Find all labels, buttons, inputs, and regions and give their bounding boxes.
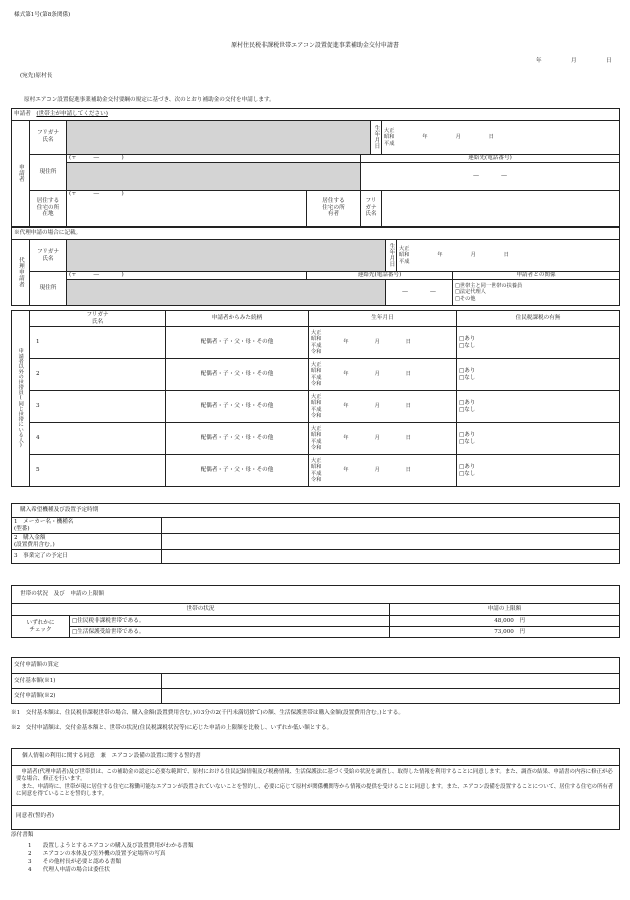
proxy-relation-options[interactable] (453, 280, 620, 306)
member-tax-cell[interactable]: □あり □なし (457, 327, 620, 359)
calc-request-label: 交付申請額(※2) (12, 689, 162, 704)
household-header-tax: 住民税課税の有無 (457, 311, 620, 327)
proxy-name-field[interactable] (67, 240, 386, 272)
check-label: いずれかに チェック (12, 616, 70, 638)
proxy-name-label: フリガナ 氏名 (30, 240, 67, 272)
date-year-label: 年 (536, 58, 542, 64)
member-birth-cell[interactable]: 大正 昭和 平成 令和 年 月 日 (309, 423, 457, 455)
member-relation-cell[interactable]: 配偶者・子・父・母・その他 (166, 327, 309, 359)
consent-body: 申請者(代理申請者)及び世帯員は、この補助金の認定に必要な範囲で、原村における住民記録情報及び税務情報、生活保護法に基づく受給の状況を調査し、取得した情報を利用することに同意します。また、調査の結果、申請書の内容に修正が必要な場合、修正を行います。 また、申請時に、世帯が現に居住する住宅に稼働可能なエアコンが設置されていないことを誓約し、必要に応じて原村が関係機関等から情報の提供を受けることに同意します。また、エアコン設備を設置することについて、居住する住宅の所有者に同意を得ていることを誓約します。 (16, 769, 614, 797)
household-side-label: 申請者以外の世帯員(同じ世帯にいる人) (12, 311, 30, 487)
status-title: 世帯の状況 及び 申請の上限額 (12, 586, 620, 604)
table-row (12, 423, 620, 455)
proxy-contact-label: 連絡先(電話番号) (307, 272, 453, 280)
table-row (12, 327, 620, 359)
member-relation-cell[interactable]: 配偶者・子・父・母・その他 (166, 391, 309, 423)
applicant-name-field[interactable] (67, 121, 371, 155)
intro-text: 原村エアコン設置促進事業補助金交付要綱の規定に基づき、次のとおり補助金の交付を申請します。 (24, 97, 275, 103)
calc-request-field[interactable] (162, 689, 620, 704)
consent-signer-label: 同意者(誓約者) (16, 813, 54, 819)
member-tax-cell[interactable]: □あり □なし (457, 455, 620, 487)
limit-col-header: 申請の上限額 (390, 604, 620, 616)
member-relation-cell[interactable]: 配偶者・子・父・母・その他 (166, 455, 309, 487)
member-relation-cell[interactable]: 配偶者・子・父・母・その他 (166, 359, 309, 391)
proxy-relation-label: 申請者との関係 (453, 272, 620, 280)
owner-name-field[interactable] (382, 190, 620, 226)
purchase-table (11, 503, 620, 564)
limit-amount: 73,000 円 (390, 627, 620, 638)
list-item: 2 エアコンの本体及び室外機の設置予定場所の写真 (28, 851, 166, 858)
purchase-model-label: 1 メーカー名・機種名 (型番) (12, 518, 162, 534)
note-1: ※1 交付基本額は、住民税非課税世帯の場合、購入金額(設置費用含む。)の3分の2(千円未満切捨て)の額、生活保護世帯は購入金額(設置費用含む。)とする。 (11, 710, 404, 716)
purchase-amount-label: 2 購入金額 (設置費用含む。) (12, 534, 162, 550)
applicant-table (11, 108, 620, 227)
applicant-birth-label: 生年月日 (371, 121, 382, 155)
table-row (12, 359, 620, 391)
purchase-date-label: 3 事業完了の予定日 (12, 550, 162, 564)
proxy-note: ※代理申請の場合に記載。 (12, 228, 620, 240)
calc-table (11, 657, 620, 704)
owner-furigana-label: フリガナ 氏名 (361, 190, 382, 226)
proxy-address-label: 現住所 (30, 272, 67, 306)
limit-amount: 48,000 円 (390, 616, 620, 627)
addressee: (宛先)原村長 (20, 73, 53, 79)
proxy-postal[interactable]: (〒 ― ) (67, 272, 307, 280)
planned-address-field[interactable]: (〒 ― ) (67, 190, 307, 226)
proxy-phone-field[interactable]: ― ― (386, 280, 453, 306)
calc-base-field[interactable] (162, 674, 620, 689)
note-2: ※2 交付申請額は、交付金基本額と、世帯の状況(住民税課税状況等)に応じた申請の上限額を比較し、いずれか低い額とする。 (11, 725, 333, 731)
relation-option[interactable]: □法定代理人 (455, 289, 486, 296)
form-number: 様式第1号(第8条関係) (14, 12, 71, 18)
date-day-label: 日 (606, 58, 612, 64)
proxy-address-field[interactable] (67, 280, 386, 306)
list-item: 4 代理人申請の場合は委任状 (28, 867, 110, 874)
purchase-date-field[interactable] (162, 550, 620, 564)
applicant-birth-field[interactable]: 大正 昭和 平成 年 月 日 (382, 121, 620, 155)
applicant-postal[interactable]: (〒 ― ) (67, 154, 361, 162)
member-birth-cell[interactable]: 大正 昭和 平成 令和 年 月 日 (309, 455, 457, 487)
owner-label: 居住する 住宅の所 有者 (307, 190, 361, 226)
member-tax-cell[interactable]: □あり □なし (457, 423, 620, 455)
calc-title: 交付申請額の算定 (12, 658, 620, 674)
applicant-phone-field[interactable]: ― ― (361, 162, 620, 190)
relation-option[interactable]: □世帯主と同一世帯の扶養員 (455, 282, 523, 289)
attachments-list (28, 842, 194, 874)
page-title: 原村住民税非課税世帯エアコン設置促進事業補助金交付申請書 (231, 42, 399, 49)
member-tax-cell[interactable]: □あり □なし (457, 359, 620, 391)
household-header-name: フリガナ 氏名 (30, 311, 166, 327)
member-name-cell[interactable]: 2 (30, 359, 166, 391)
status-table (11, 585, 620, 638)
status-col-header: 世帯の状況 (12, 604, 390, 616)
list-item: 1 設置しようとするエアコンの購入及び設置費用がわかる書類 (28, 843, 194, 849)
proxy-side-label: 代理申請者 (12, 240, 30, 306)
member-name-cell[interactable]: 1 (30, 327, 166, 359)
household-header-relation: 申請者からみた続柄 (166, 311, 309, 327)
applicant-section-header: 申請者 (世帯主が申請してください) (12, 109, 620, 121)
purchase-amount-field[interactable] (162, 534, 620, 550)
list-item: 3 その他村長が必要と認める書類 (28, 859, 122, 866)
applicant-contact-label: 連絡先(電話番号) (361, 154, 620, 162)
status-option-welfare[interactable]: □生活保護受給世帯である。 (70, 627, 390, 638)
member-birth-cell[interactable]: 大正 昭和 平成 令和 年 月 日 (309, 359, 457, 391)
table-row (12, 455, 620, 487)
consent-box (11, 748, 620, 830)
applicant-address-label: 現住所 (30, 154, 67, 190)
purchase-title: 購入希望機種及び設置予定時期 (12, 504, 620, 518)
purchase-model-field[interactable] (162, 518, 620, 534)
member-name-cell[interactable]: 3 (30, 391, 166, 423)
attachments-title: 添付書類 (11, 832, 34, 838)
date-month-label: 月 (571, 58, 577, 64)
proxy-birth-field[interactable]: 大正 昭和 平成 年 月 日 (397, 240, 620, 272)
applicant-name-label: フリガナ 氏名 (30, 121, 67, 155)
household-table (11, 310, 620, 487)
member-relation-cell[interactable]: 配偶者・子・父・母・その他 (166, 423, 309, 455)
member-name-cell[interactable]: 4 (30, 423, 166, 455)
applicant-side-label: 申請者 (12, 121, 30, 227)
relation-option[interactable]: □その他 (455, 295, 476, 302)
consent-title: 個人情報の利用に関する同意 兼 エアコン設備の設置に関する誓約書 (22, 753, 201, 759)
planned-address-label: 居住する 住宅の所 在地 (30, 190, 67, 226)
member-name-cell[interactable]: 5 (30, 455, 166, 487)
member-birth-cell[interactable]: 大正 昭和 平成 令和 年 月 日 (309, 391, 457, 423)
applicant-address-field[interactable] (67, 162, 361, 190)
proxy-birth-label: 生年月日 (386, 240, 397, 272)
proxy-table (11, 227, 620, 306)
applicant-section-note: (世帯主が申請してください) (36, 111, 108, 117)
status-option-nontaxable[interactable]: □住民税非課税世帯である。 (70, 616, 390, 627)
table-row (12, 391, 620, 423)
member-tax-cell[interactable]: □あり □なし (457, 391, 620, 423)
household-header-birth: 生年月日 (309, 311, 457, 327)
calc-base-label: 交付基本額(※1) (12, 674, 162, 689)
member-birth-cell[interactable]: 大正 昭和 平成 令和 年 月 日 (309, 327, 457, 359)
